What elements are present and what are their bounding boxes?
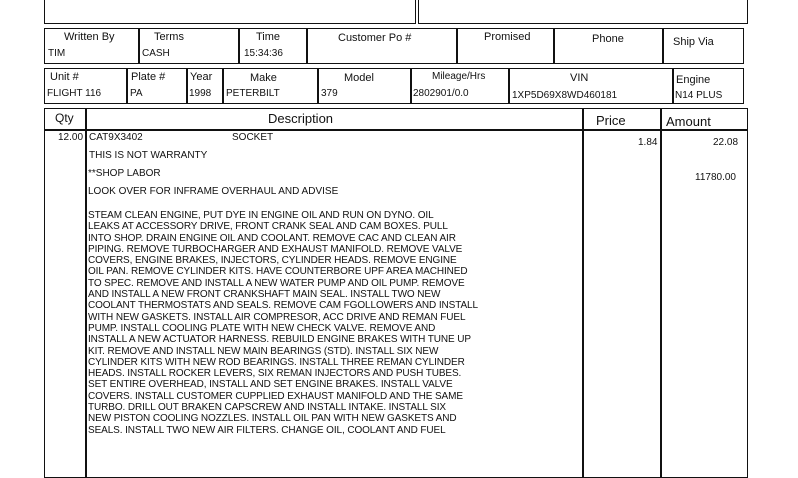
qty-header: Qty [55, 111, 74, 125]
mileage-label: Mileage/Hrs [432, 71, 486, 82]
description-header: Description [268, 111, 334, 126]
phone-label: Phone [592, 33, 624, 45]
top-left-box [44, 0, 416, 24]
amount-header: Amount [666, 114, 711, 129]
year-label: Year [190, 71, 213, 83]
make-value: PETERBILT [226, 88, 280, 99]
time-value: 15:34:36 [244, 48, 283, 59]
unit-label: Unit # [50, 71, 79, 83]
make-label: Make [250, 72, 277, 84]
labor-amount: 11780.00 [695, 172, 736, 183]
engine-value: N14 PLUS [675, 90, 723, 101]
promised-label: Promised [484, 31, 531, 43]
vin-label: VIN [570, 72, 589, 84]
model-label: Model [344, 72, 374, 84]
vin-value: 1XP5D69X8WD460181 [512, 90, 618, 101]
item-part-number: CAT9X3402 [89, 132, 143, 143]
ship-via-label: Ship Via [673, 36, 714, 48]
customer-po-label: Customer Po # [338, 32, 412, 44]
unit-value: FLIGHT 116 [47, 88, 102, 99]
time-label: Time [256, 31, 281, 43]
line-look-over: LOOK OVER FOR INFRAME OVERHAUL AND ADVISE [88, 186, 339, 197]
price-header: Price [596, 113, 626, 128]
terms-label: Terms [154, 31, 184, 43]
terms-value: CASH [142, 48, 170, 59]
written-by-label: Written By [64, 31, 115, 43]
line-not-warranty: THIS IS NOT WARRANTY [89, 150, 208, 161]
item-qty: 12.00 [58, 132, 84, 143]
item-amount: 22.08 [713, 137, 739, 148]
written-by-value: TIM [48, 48, 66, 59]
plate-value: PA [130, 88, 143, 99]
item-price: 1.84 [638, 137, 658, 148]
plate-label: Plate # [131, 71, 166, 83]
mileage-value: 2802901/0.0 [413, 88, 469, 99]
line-shop-labor: **SHOP LABOR [88, 168, 161, 179]
model-value: 379 [321, 88, 338, 99]
item-part-name: SOCKET [232, 132, 274, 143]
top-right-box [418, 0, 748, 24]
engine-label: Engine [676, 74, 711, 86]
labor-description: STEAM CLEAN ENGINE, PUT DYE IN ENGINE OIL AND RUN ON DYNO. OIL LEAKS AT ACCESSORY DRIVE, FRONT CRANK SEAL AND CAM BOXES. PULL INTO SHOP. DRAIN ENGINE OIL AND COOLANT. REMOVE CAC AND CLEAN AIR PIPING. REMOVE TURBOCHARGER AND EXHAUST MANIFOLD. REMOVE VALVE COVERS, ENGINE BRAKES, INJECTORS, CYLINDER HEADS. REMOVE ENGINE OIL PAN. REMOVE CYLINDER KITS. HAVE COUNTERBORE UPF AREA MACHINED TO SPEC. REMOVE AND INSTALL A NEW WATER PUMP AND OIL PUMP. REMOVE AND INSTALL A NEW FRONT CRANKSHAFT MAIN SEAL. INSTALL TWO NEW COOLANT THERMOSTATS AND SEALS. REMOVE CAM FGOLLOWERS AND INSTALL WITH NEW GASKETS. INSTALL AIR COMPRESOR, ACC DRIVE AND REMAN FUEL PUMP. INSTALL COOLING PLATE WITH NEW CHECK VALVE. REMOVE AND INSTALL A NEW ACTUATOR HARNESS. REBUILD ENGINE BRAKES WITH TUNE UP KIT. REMOVE AND INSTALL NEW MAIN BEARINGS (STD). INSTALL SIX NEW CYLINDER KITS WITH NEW ROD BEARINGS. INSTALL THREE REMAN CYLINDER HEADS. INSTALL ROCKER LEVERS, SIX REMAN INJECTORS AND PUSH TUBES. SET ENTIRE OVERHEAD, INSTALL AND SET ENGINE BRAKES. INSTALL VALVE COVERS. INSTALL CUSTOMER CUPPLIED EXHAUST MANIFOLD AND THE SAME TURBO. DRILL OUT BRAKEN CAPSCREW AND INSTALL INTAKE. INSTALL SIX NEW PISTON COOLING NOZZLES. INSTALL OIL PAN WITH NEW GASKETS AND SEALS. INSTALL TWO NEW AIR FILTERS. CHANGE OIL, COOLANT AND FUEL [88, 210, 478, 436]
year-value: 1998 [189, 88, 212, 99]
